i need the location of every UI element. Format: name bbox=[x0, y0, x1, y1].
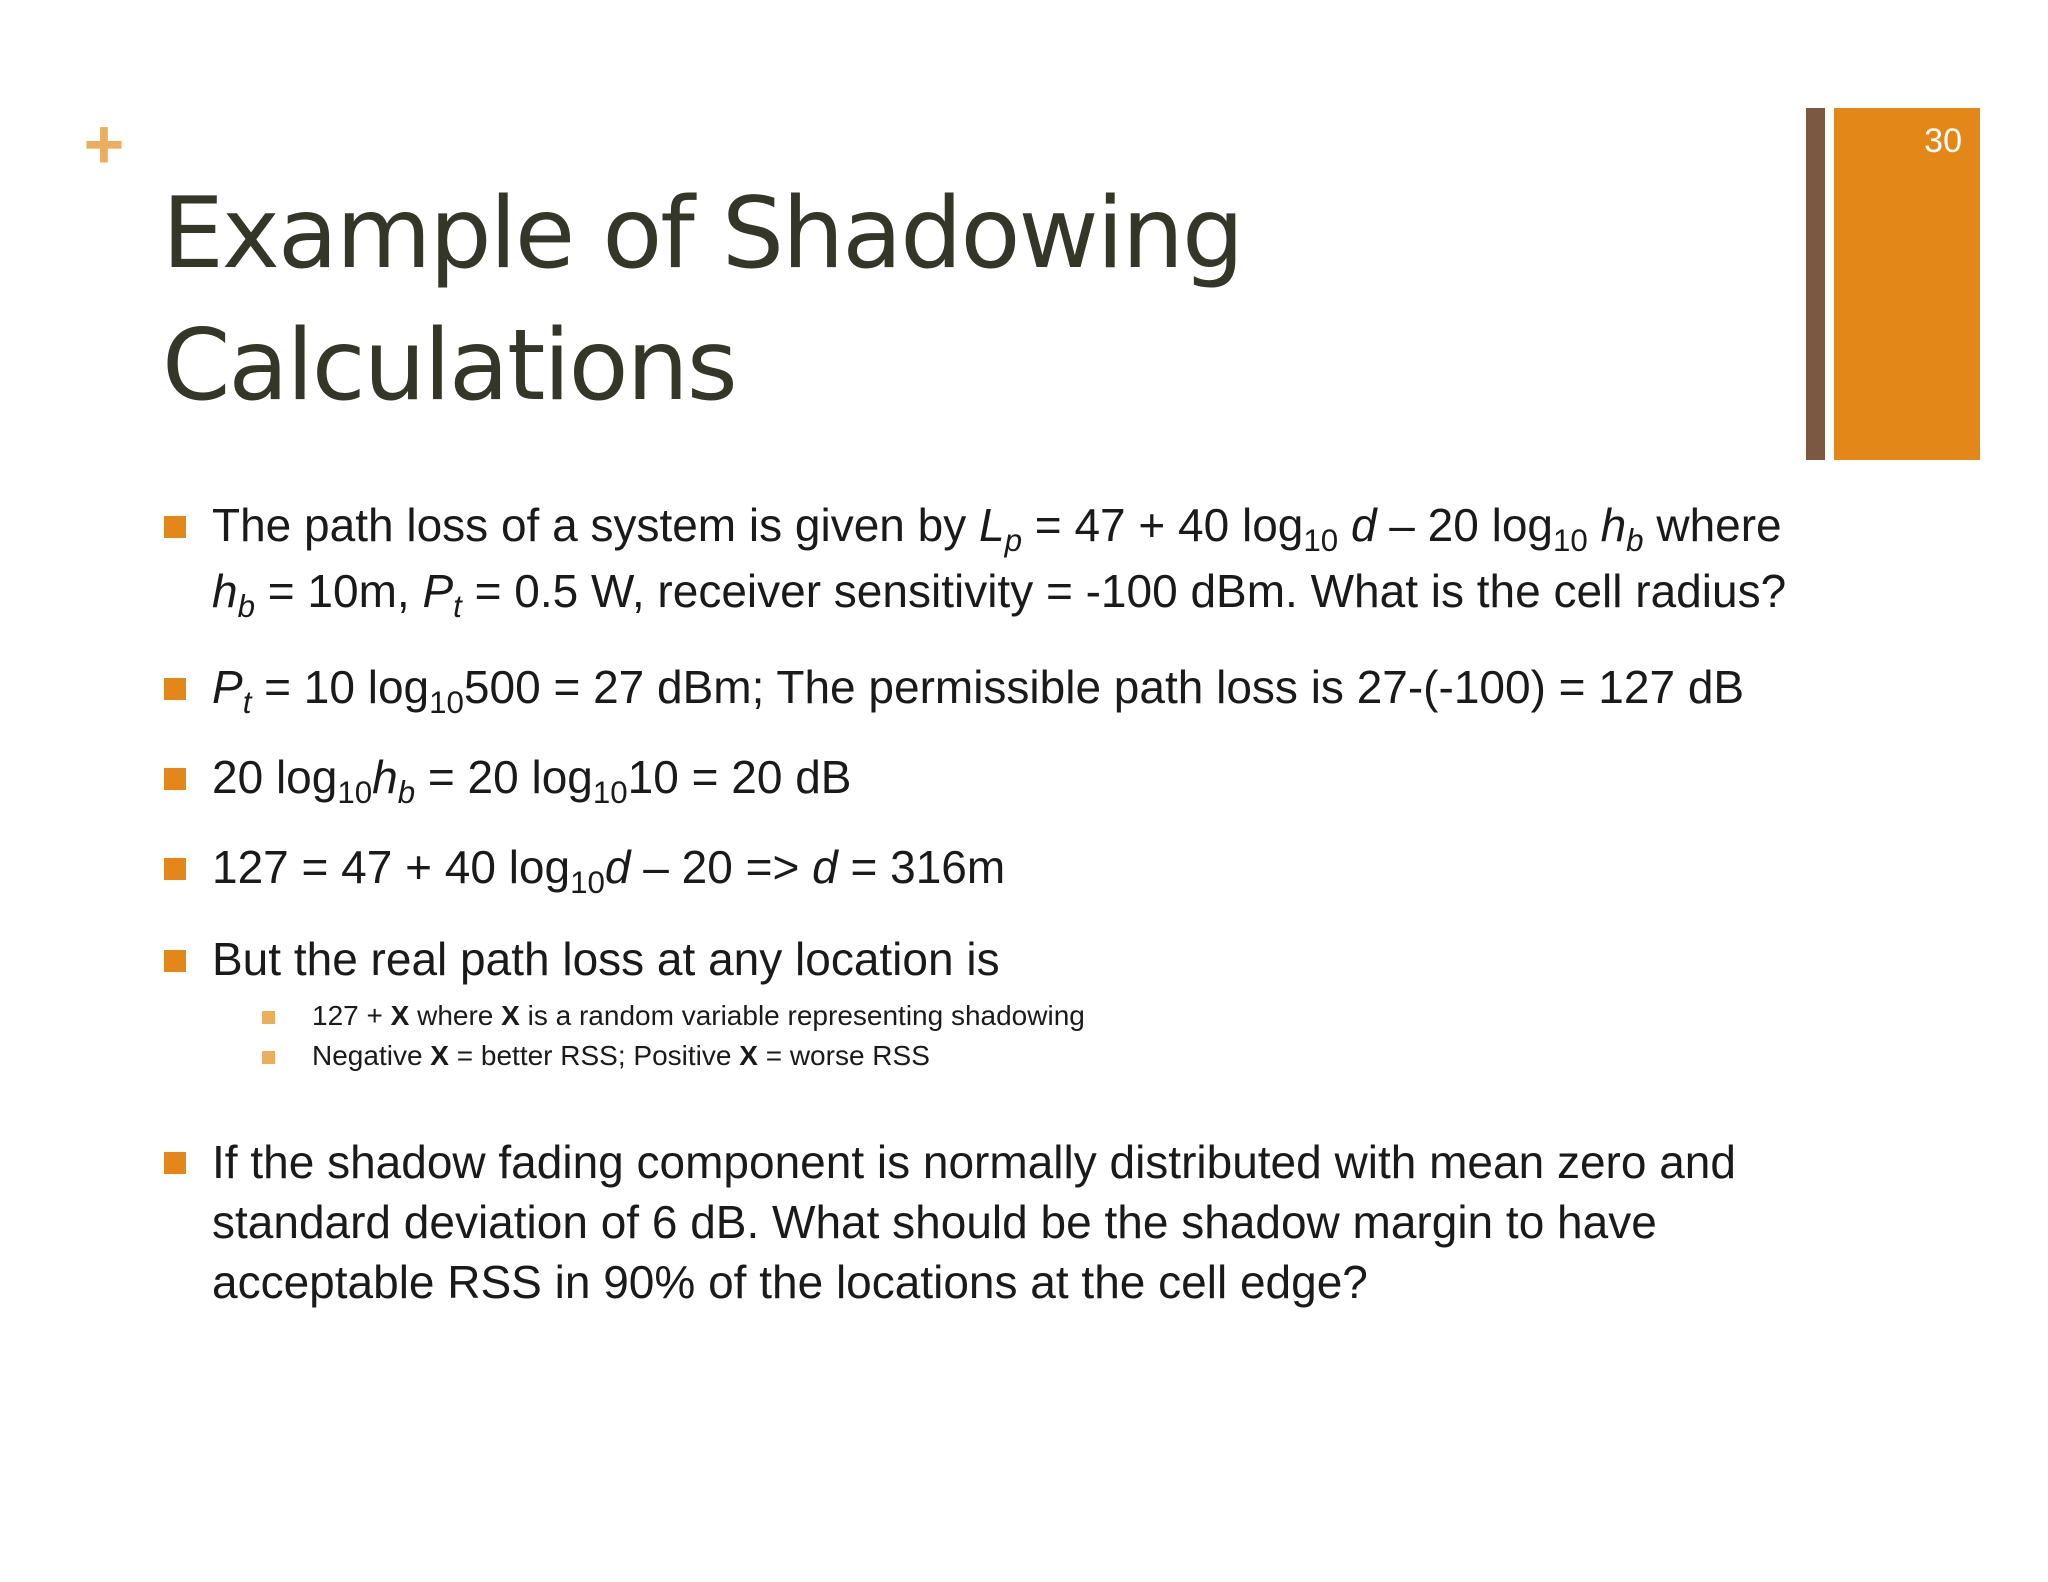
subscript: 10 bbox=[570, 865, 605, 900]
bullet-cell-radius bbox=[162, 834, 1802, 900]
math-var: L bbox=[979, 499, 1005, 551]
bullet-antenna-height-term bbox=[162, 744, 1802, 810]
text-run: – 20 => bbox=[630, 841, 813, 893]
math-var: d bbox=[1350, 499, 1377, 551]
text-run: = 47 + 40 log bbox=[1022, 499, 1304, 551]
subscript bbox=[398, 775, 415, 810]
sub-bullet-list bbox=[212, 996, 1802, 1076]
math-var: t bbox=[453, 589, 462, 624]
sub-bullet-random-variable bbox=[212, 996, 1802, 1036]
subscript bbox=[1005, 523, 1022, 558]
text-run: is a random variable representing shadowing bbox=[519, 1000, 1085, 1031]
subscript bbox=[1626, 523, 1643, 558]
text-run: 127 + bbox=[312, 1000, 391, 1031]
slide-title-line-2: Calculations bbox=[162, 309, 736, 423]
text-run: Negative bbox=[312, 1040, 431, 1071]
text-run: – 20 log bbox=[1376, 499, 1554, 551]
text-run bbox=[1588, 499, 1601, 551]
slide-number: 30 bbox=[1924, 122, 1962, 160]
bold-var: X bbox=[739, 1040, 758, 1071]
text-run: 10 = 20 dB bbox=[627, 751, 852, 803]
text-run: = 20 log bbox=[415, 751, 593, 803]
subscript: 10 bbox=[337, 775, 373, 810]
math-var: d bbox=[604, 841, 631, 893]
text-run: If the shadow fading component is normally distributed with mean zero and standard deviation of 6 dB. What should be the shadow margin to have acceptable RSS in 90% of the locations at the cell edge? bbox=[212, 1136, 1736, 1308]
text-run: But the real path loss at any location is bbox=[212, 933, 1000, 985]
math-var: h bbox=[212, 565, 238, 617]
math-var: h bbox=[372, 751, 398, 803]
bold-var: X bbox=[430, 1040, 449, 1071]
accent-bar-brown bbox=[1806, 108, 1825, 460]
subscript: 10 bbox=[1303, 523, 1339, 558]
math-var: t bbox=[242, 685, 252, 720]
subscript bbox=[238, 589, 255, 624]
text-run: The path loss of a system is given by bbox=[212, 499, 980, 551]
accent-bar-orange bbox=[1834, 108, 1980, 460]
math-var: d bbox=[812, 841, 838, 893]
text-run: 20 log bbox=[212, 751, 338, 803]
slide-title bbox=[162, 168, 1662, 432]
text-run: 127 = 47 + 40 log bbox=[212, 841, 571, 893]
subscript bbox=[453, 589, 462, 624]
text-run: where bbox=[1643, 499, 1782, 551]
math-var: b bbox=[1626, 523, 1644, 558]
math-var: b bbox=[397, 775, 416, 810]
sub-bullet-rss-sign bbox=[212, 1036, 1802, 1076]
subscript: 10 bbox=[592, 775, 628, 810]
text-run: = 10m, bbox=[254, 565, 423, 617]
math-var: P bbox=[422, 565, 454, 617]
math-var: p bbox=[1004, 523, 1023, 558]
text-run: where bbox=[409, 1000, 502, 1031]
math-var: P bbox=[212, 661, 243, 713]
text-run: = 10 log bbox=[251, 661, 430, 713]
bullet-real-path-loss bbox=[162, 926, 1802, 1076]
bold-var: X bbox=[501, 1000, 520, 1031]
text-run: 500 = 27 dBm; The permissible path loss is 27-(-100) = 127 dB bbox=[463, 661, 1745, 713]
bullet-transmit-power bbox=[162, 654, 1802, 720]
text-run: = better RSS; Positive bbox=[448, 1040, 740, 1071]
subscript: 10 bbox=[429, 685, 464, 720]
subscript: 10 bbox=[1553, 523, 1588, 558]
text-run: = 316m bbox=[837, 841, 1006, 893]
text-run: = 0.5 W, receiver sensitivity = -100 dBm. What is the cell radius? bbox=[461, 565, 1787, 617]
slide-content bbox=[162, 492, 1802, 1312]
math-var: h bbox=[1600, 499, 1627, 551]
text-run: = worse RSS bbox=[757, 1040, 930, 1071]
bold-var: X bbox=[390, 1000, 410, 1031]
text-run bbox=[1338, 499, 1351, 551]
math-var: b bbox=[237, 589, 255, 624]
bullet-shadow-margin-question bbox=[162, 1132, 1802, 1312]
bullet-path-loss-problem bbox=[162, 492, 1802, 624]
plus-icon: + bbox=[83, 105, 125, 183]
slide-title-line-1: Example of Shadowing bbox=[162, 177, 1243, 291]
